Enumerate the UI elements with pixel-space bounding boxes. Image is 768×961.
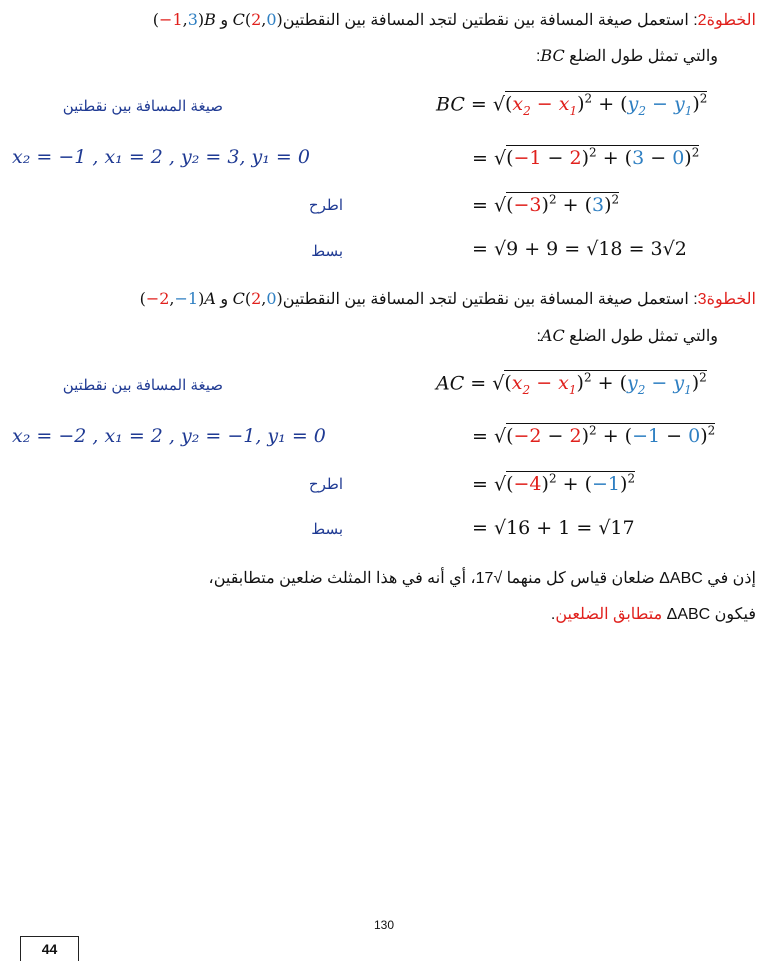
box-number: 44 xyxy=(20,936,79,961)
step3-label: الخطوة3 xyxy=(697,291,756,308)
step2-side-line: والتي تمثل طول الضلع BC: xyxy=(535,46,718,65)
step2-simplified: = √9 + 9 = √18 = 3√2 xyxy=(472,238,687,260)
step3-simplified: = √16 + 1 = √17 xyxy=(472,517,635,539)
step3-formula-label: صيغة المسافة بين نقطتين xyxy=(62,377,223,394)
step3-values: x₂ = −2 , x₁ = 2 , y₂ = −1, y₁ = 0 xyxy=(12,425,326,447)
step2-instruction: الخطوة2: استعمل صيغة المسافة بين نقطتين لتجد المسافة بين النقطتينC(2,0) و (−1,3)B xyxy=(152,10,756,29)
step3-subtract-label: اطرح xyxy=(308,476,343,493)
step2-formula: BC = $√(x_2 - x_1)^2 + (y_2 - y_1)^2$ xyxy=(436,92,708,119)
step2-differences: = $√(-3)^2 + (3)^2$ xyxy=(472,193,620,217)
step3-formula: AC = $√(x_2 - x_1)^2 + (y_2 - y_1)^2$ xyxy=(436,371,707,398)
step3-side-line: والتي تمثل طول الضلع AC: xyxy=(536,326,718,345)
step3-simplify-label: بسط xyxy=(311,521,343,538)
step2-subtract-label: اطرح xyxy=(308,197,343,214)
conclusion-highlight: متطابق الضلعين xyxy=(555,606,663,623)
conclusion-line1: إذن في ΔABC ضلعان قياس كل منهما √17، أي أنه في هذا المثلث ضلعين متطابقين، xyxy=(208,570,756,587)
conclusion-line2: فيكون ΔABC متطابق الضلعين. xyxy=(550,606,756,623)
step2-values: x₂ = −1 , x₁ = 2 , y₂ = 3, y₁ = 0 xyxy=(12,146,310,168)
step3-differences: = $√(-4)^2 + (-1)^2$ xyxy=(472,472,636,496)
step2-formula-label: صيغة المسافة بين نقطتين xyxy=(62,98,223,115)
page-number: 130 xyxy=(373,918,395,932)
step2-substitution: = $√(-1 - 2)^2 + (3 - 0)^2$ xyxy=(472,146,700,170)
step2-simplify-label: بسط xyxy=(311,243,343,260)
step3-substitution: = $√(-2 - 2)^2 + (-1 - 0)^2$ xyxy=(472,424,716,448)
step3-instruction: الخطوة3: استعمل صيغة المسافة بين نقطتين لتجد المسافة بين النقطتينC(2,0) و (−2,−1)A xyxy=(139,289,756,308)
step2-label: الخطوة2 xyxy=(697,12,756,29)
